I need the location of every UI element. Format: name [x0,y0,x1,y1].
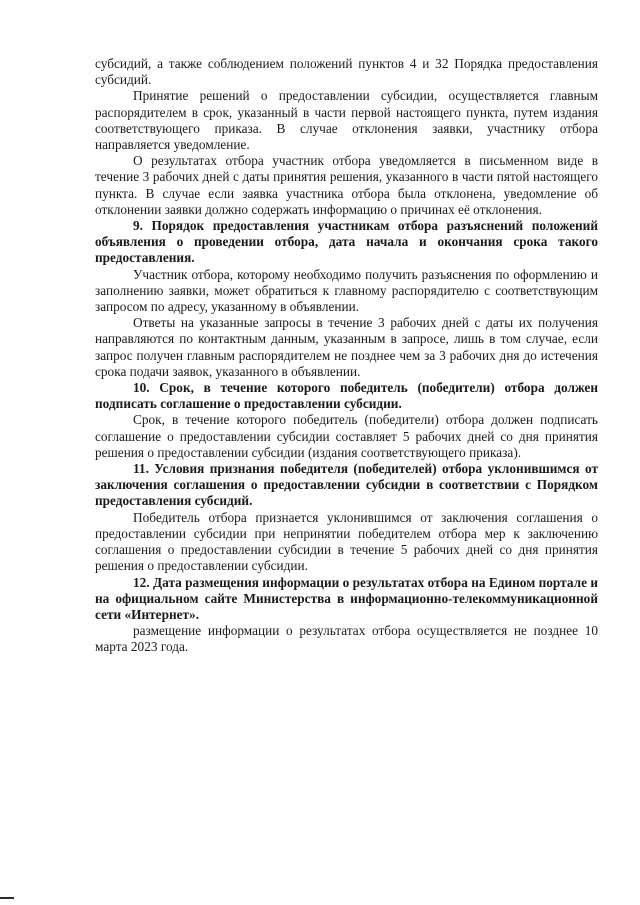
section-heading: 9. Порядок предоставления участникам отбора разъяснений положений объявления о проведении отбора, дата начала и окончания срока такого предоставления. [95,218,598,266]
paragraph: Срок, в течение которого победитель (победители) отбора должен подписать соглашение о предоставлении субсидии составляет 5 рабочих дней со дня принятия решения о предоставлении субсидии (издания соответствующего приказа). [95,412,598,460]
paragraph: Ответы на указанные запросы в течение 3 рабочих дней с даты их получения направляются по контактным данным, указанным в запросе, лишь в том случае, если запрос получен главным распорядителем не позднее чем за 3 рабочих дня до истечения срока подачи заявок, указанного в объявлении. [95,315,598,379]
section-heading: 12. Дата размещения информации о результатах отбора на Едином портале и на официальном сайте Министерства в информационно-телекоммуникационной сети «Интернет». [95,574,598,622]
page-edge-mark [0,897,14,899]
document-page [95,56,598,656]
paragraph: О результатах отбора участник отбора уведомляется в письменном виде в течение 3 рабочих дней с даты принятия решения, указанного в части пятой настоящего пункта. В случае если заявка участника отбора была отклонена, уведомление об отклонении заявки должно содержать информацию о причинах её отклонения. [95,153,598,217]
section-heading: 10. Срок, в течение которого победитель (победители) отбора должен подписать соглашение о предоставлении субсидии. [95,380,598,412]
paragraph: Принятие решений о предоставлении субсидии, осуществляется главным распорядителем в срок, указанный в части первой настоящего пункта, путем издания соответствующего приказа. В случае отклонения заявки, участнику отбора направляется уведомление. [95,88,598,153]
paragraph: субсидий, а также соблюдением положений пунктов 4 и 32 Порядка предоставления субсидий. [95,56,598,88]
section-heading: 11. Условия признания победителя (победителей) отбора уклонившимся от заключения соглашения о предоставлении субсидии в соответствии с Порядком предоставления субсидий. [95,461,598,509]
paragraph: размещение информации о результатах отбора осуществляется не позднее 10 марта 2023 года. [95,623,598,655]
paragraph: Участник отбора, которому необходимо получить разъяснения по оформлению и заполнению заявки, может обратиться к главному распорядителю с соответствующим запросом по адресу, указанному в объявлении. [95,266,598,315]
paragraph: Победитель отбора признается уклонившимся от заключения соглашения о предоставлении субсидии при непринятии победителем отбора мер к заключению соглашения о предоставлении субсидии в течение 5 рабочих дней со дня принятия решения о предоставлении субсидии. [95,509,598,574]
